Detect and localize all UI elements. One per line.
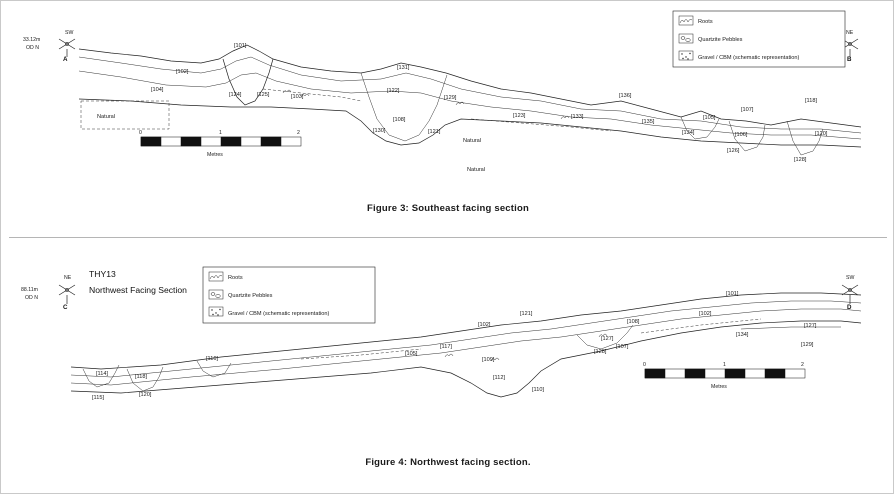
datum-value: 33.12m [23,37,41,43]
datum-marker-right-fig4 [842,275,858,311]
datum-unit-fig4: OD N [25,295,38,301]
key-legend-fig4 [203,267,375,323]
context-label: [105] [703,115,716,121]
context-label: [126] [727,148,740,154]
figure-4-title-line-1: THY13 [89,269,116,279]
inset-natural-label: Natural [97,114,116,120]
natural-label-2: Natural [467,167,486,173]
context-label: [134] [736,332,749,338]
scale-tick-2-fig4: 2 [801,362,804,368]
figure-3-drawing [1,1,894,231]
context-label: [114] [96,371,109,377]
scale-tick-1: 1 [219,130,222,136]
key-label-pebbles-fig4: Quartzite Pebbles [228,293,273,299]
key-label-gravel: Gravel / CBM (schematic representation) [698,55,800,61]
scale-bar-fig4 [643,362,805,390]
context-label: [103] [291,94,304,100]
key-label-pebbles: Quartzite Pebbles [698,37,743,43]
context-label: [108] [627,319,640,325]
section-strata-fig4 [71,293,861,397]
context-label: [129] [801,342,814,348]
context-label: [105] [405,351,418,357]
context-label: [136] [619,93,632,99]
context-label: [121] [520,311,533,317]
context-label: [102] [699,311,712,317]
datum-value-fig4: 88.11m [21,287,38,293]
scale-tick-0-fig4: 0 [643,362,646,368]
scale-tick-0: 0 [139,130,142,136]
context-label: [128] [794,157,807,163]
scale-unit-fig4: Metres [711,384,727,390]
context-label: [128] [594,349,607,355]
context-label: [125] [257,92,270,98]
context-label: [133] [571,114,584,120]
context-label: [112] [493,375,506,381]
orientation-sw: SW [65,30,74,36]
context-label: [118] [805,98,818,104]
context-label: [107] [616,344,629,350]
context-label: [110] [532,387,545,393]
context-label: [102] [176,69,189,75]
figure-4-drawing [1,241,894,491]
context-label: [120] [139,392,152,398]
context-label: [123] [513,113,526,119]
scale-bar-fig3 [139,130,301,158]
context-label: [106] [735,132,748,138]
context-label: [108] [393,117,406,123]
context-label: [107] [741,107,754,113]
orientation-ne-fig4: NE [64,275,72,281]
context-label: [116] [206,356,219,362]
context-label: [122] [387,88,400,94]
figure-4-title-line-2: Northwest Facing Section [89,285,187,295]
key-label-gravel-fig4: Gravel / CBM (schematic representation) [228,311,330,317]
panel-divider [9,237,887,238]
context-label: [121] [428,129,441,135]
context-label: [129] [444,95,457,101]
figure-3-panel [1,1,894,231]
context-label: [109] [482,357,495,363]
scale-tick-2: 2 [297,130,300,136]
context-label: [120] [815,131,828,137]
figure-4-panel [1,241,894,491]
context-label: [127] [601,336,614,342]
section-letter-a: A [63,56,68,63]
section-letter-c: C [63,304,68,311]
context-label: [101] [726,291,739,297]
datum-unit: OD N [26,45,39,51]
context-label: [102] [478,322,491,328]
section-letter-b: B [847,56,852,63]
orientation-sw-fig4: SW [846,275,855,281]
natural-label-1: Natural [463,138,482,144]
scale-tick-1-fig4: 1 [723,362,726,368]
key-label-roots-fig4: Roots [228,275,243,281]
context-label: [118] [135,374,148,380]
section-letter-d: D [847,304,852,311]
datum-marker-left [23,30,75,63]
context-label: [115] [92,395,105,401]
key-label-roots: Roots [698,19,713,25]
context-label: [127] [804,323,817,329]
scale-unit: Metres [207,152,223,158]
context-label: [130] [373,128,386,134]
context-label: [124] [229,92,242,98]
context-label: [101] [234,43,247,49]
context-label: [117] [440,344,453,350]
context-label: [104] [151,87,164,93]
key-legend-fig3 [673,11,845,67]
datum-marker-left-fig4 [21,275,75,311]
figure-3-caption: Figure 3: Southeast facing section [367,203,529,214]
context-label: [131] [397,65,410,71]
orientation-ne: NE [846,30,854,36]
context-label: [134] [682,130,695,136]
figure-4-caption: Figure 4: Northwest facing section. [365,457,531,468]
context-label: [135] [642,119,655,125]
